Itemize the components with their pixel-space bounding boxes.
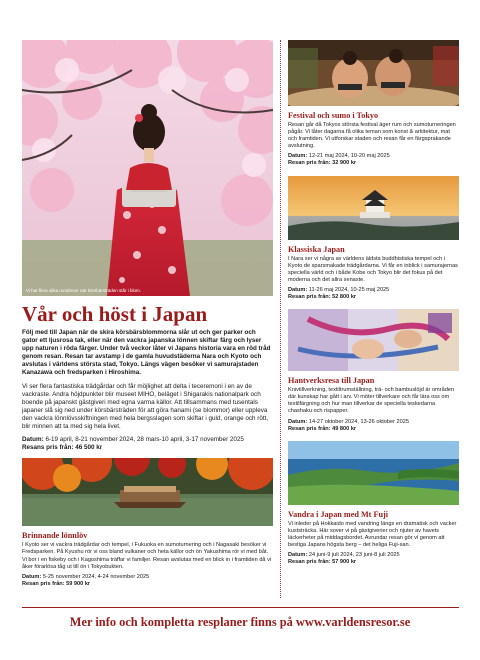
main-price-label: Resans pris från: xyxy=(22,444,74,452)
price-value: 59 900 kr xyxy=(66,580,91,587)
autumn-illustration xyxy=(22,458,273,526)
section-title-klassiska: Klassiska Japan xyxy=(288,244,345,254)
section-text-brinnande: I Kyoto ser vi vackra trädgårdar och tempel, i Fukuoka en sumoturnering och i Nagasaki besöker vi Fredsparken. På Kyushu rör vi oss bland vulkaner och heta källor och ön Yakushima rör vi med båt. Vi bor i en fiskeby och i Kagoshima träffar vi familjer. Resan avslutas med en blick in i framtiden då vi åker förarlösa tåg ut till ön i Tokyobukten. xyxy=(22,542,272,570)
section-dates-klassiska xyxy=(288,287,459,301)
craft-illustration xyxy=(288,309,459,371)
page-title: Vår och höst i Japan xyxy=(22,302,208,326)
main-dates xyxy=(22,436,273,444)
castle-illustration xyxy=(288,176,459,240)
footer-website-text: Mer info och kompletta resplaner finns på www.varldensresor.se xyxy=(69,615,411,629)
price-label: Resan pris från: xyxy=(288,160,331,167)
section-text-klassiska: I Nara ser vi några av världens äldsta buddhistiska tempel och i Kyoto de sparsmakade trädgårdarna. Vi får en inblick i samurajernas speciella värld och i både Kobe och Tokyo blir det fokus på det moderna och det allra senaste. xyxy=(288,255,458,283)
sumo-illustration xyxy=(288,40,459,106)
dates-label: Datum: xyxy=(22,573,42,580)
intro-body: Vi ser flera fantastiska trädgårdar och får möjlighet att delta i teceremoni i en av de vackraste. Andra höjdpunkter blir museet MIHO, beläget i Shigarakis nationalpark och boende på japanskt gästgiveri med egna varma källor. Att tillsammans med tusentals japaner slå sig ned under körsbärsträden för att göra hanami (se blommor) eller uppleva den vackra lönnlövsskiftningen med hela bergsslagen som skiftar i guld, orange och rött, blir minnen att ta med sig hela livet. xyxy=(22,382,269,431)
dates-value: 12-21 maj 2024, 10-20 maj 2025 xyxy=(308,153,390,160)
dates-label: Datum: xyxy=(288,552,308,559)
hero-caption: Vi har flera olika rundresor när körsbärsträden står i blom. xyxy=(26,288,141,293)
main-dates-label: Datum: xyxy=(22,436,44,444)
section-title-fuji: Vandra i Japan med Mt Fuji xyxy=(288,509,389,519)
image-craft-textiles xyxy=(288,309,459,371)
main-dates-value: 6-19 april, 8-21 november 2024, 28 mars-10 april, 3-17 november 2025 xyxy=(45,436,244,444)
hero-image-kimono-cherry-blossom xyxy=(22,40,273,296)
dates-value: 11-26 maj 2024, 10-25 maj 2025 xyxy=(308,286,390,293)
price-value: 32 900 kr xyxy=(332,160,357,167)
section-text-hantverk: Knivtillverkning, textiltrumställning, trä- och bambuslöjd är områden där kunskap har gått i arv. Vi möter tillverkare och får lära oss om textilfärgning och hur man tillverkar de speciella teskedarna chashaku och rispapper. xyxy=(288,387,455,415)
section-dates-festival xyxy=(288,153,459,167)
dates-label: Datum: xyxy=(288,153,308,160)
price-label: Resan pris från: xyxy=(288,425,331,432)
section-text-festival: Resan går då Tokyos största festival äger rum och sumoturneringen pågår. Vi låter dagarna få olika teman som konst & arkitektur, mat och framtiden. Vi utforskar staden och resan får en färgsprakande avslutning. xyxy=(288,122,456,150)
dates-value: 24 juni-9 juli 2024, 23 juni-8 juli 2025 xyxy=(308,552,400,559)
main-price-value: 46 500 kr xyxy=(75,444,103,452)
price-label: Resan pris från: xyxy=(288,559,331,566)
dates-value: 5-25 november 2024, 4-24 november 2025 xyxy=(42,573,150,580)
footer-rule xyxy=(22,607,459,608)
price-label: Resan pris från: xyxy=(288,294,331,301)
section-title-hantverk: Hantverksresa till Japan xyxy=(288,376,375,386)
section-title-festival: Festival och sumo i Tokyo xyxy=(288,111,379,120)
image-boat-autumn-lake xyxy=(22,458,273,526)
image-coast-hokkaido xyxy=(288,441,459,505)
hero-illustration xyxy=(22,40,273,296)
right-column xyxy=(288,40,459,566)
dates-label: Datum: xyxy=(288,286,308,293)
section-dates-brinnande xyxy=(22,574,273,588)
intro-lead: Följ med till Japan när de skira körsbärsblommorna slår ut och ger parker och gator ett ljusrosa tak, eller när den vackra japanska lönnen skiftar färg och lyser upp naturen i röda färger. Under två veckor låter vi Japans historia vara en röd tråd genom resan. Resan tar avstamp i de gamla huvudstäderna Nara och Kyoto och avslutas i världens största stad, Tokyo. Längs vägen besöker vi samurajstaden Kanazawa och fredsparken i Hiroshima. xyxy=(22,329,271,377)
section-dates-hantverk xyxy=(288,419,459,433)
price-value: 49 800 kr xyxy=(332,425,357,432)
coast-illustration xyxy=(288,441,459,505)
price-value: 57 900 kr xyxy=(332,559,357,566)
price-value: 52 800 kr xyxy=(332,294,357,301)
column-divider xyxy=(280,40,281,598)
dates-value: 14-27 oktober 2024, 13-26 oktober 2025 xyxy=(308,418,409,425)
price-label: Resan pris från: xyxy=(22,580,65,587)
left-column xyxy=(22,40,273,588)
dates-label: Datum: xyxy=(288,418,308,425)
section-dates-fuji xyxy=(288,552,459,566)
image-castle-sunset xyxy=(288,176,459,240)
section-text-fuji: Vi inleder på Hokkaido med vandring längs en dramatisk och vacker kuststräcka. Här sover vi på gästgiverier och njuter av havets läckerheter på middagsbordet. Avrundar resan gör vi genom att bestiga Japans högsta berg – det heliga Fuji-san. xyxy=(288,520,457,548)
main-price xyxy=(22,444,273,452)
image-sumo-festival xyxy=(288,40,459,106)
section-title-brinnande: Brinnande lönnlöv xyxy=(22,531,88,541)
